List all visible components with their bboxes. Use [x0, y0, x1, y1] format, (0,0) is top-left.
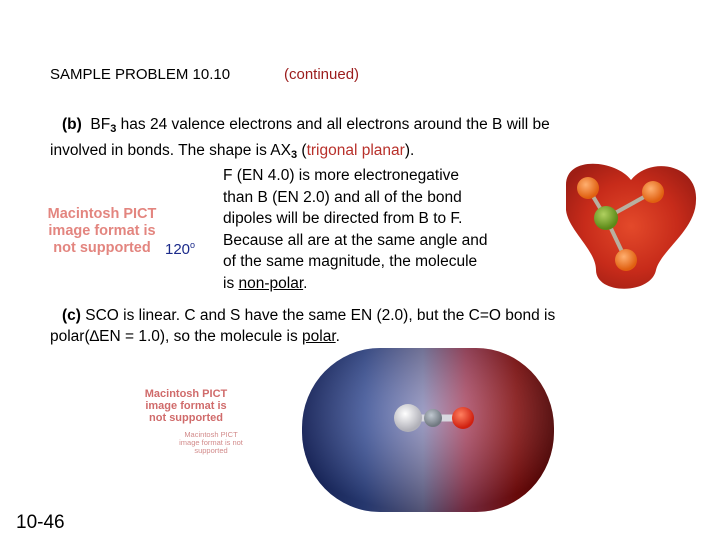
explanation-line: Because all are at the same angle and [223, 231, 488, 249]
explanation-line: than B (EN 2.0) and all of the bond [223, 188, 462, 206]
part-c-text-1: SCO is linear. C and S have the same EN (2.0), but the C=O bond is [80, 307, 556, 324]
explanation-suffix: . [303, 274, 308, 292]
carbon-atom [424, 409, 442, 427]
polar-term: polar [302, 328, 336, 345]
bf3-subscript: 3 [110, 123, 117, 135]
continued-label: (continued) [284, 66, 360, 83]
fluorine-atom [577, 177, 599, 199]
part-c-line-1 [62, 305, 702, 326]
non-polar-term: non-polar [238, 274, 304, 292]
sco-electrostatic-map [300, 346, 556, 514]
part-b-line-1 [62, 114, 682, 140]
fluorine-atom [642, 181, 664, 203]
shape-paren-open: ( [297, 142, 307, 159]
part-c-line-2 [50, 326, 702, 347]
boron-atom [594, 206, 618, 230]
problem-title: SAMPLE PROBLEM 10.10 [50, 66, 231, 83]
part-c-text [50, 305, 702, 347]
angle-value: 120 [165, 241, 191, 258]
delta-symbol: ∆ [89, 328, 100, 345]
ax3-subscript: 3 [290, 149, 298, 161]
explanation-line: F (EN 4.0) is more electronegative [223, 167, 460, 184]
part-b-text-2: involved in bonds. The shape is AX [50, 142, 291, 159]
explanation-line: dipoles will be directed from B to F. [223, 210, 463, 227]
shape-paren-close: ). [404, 142, 415, 159]
bf3-formula: BF [90, 116, 111, 133]
page-number: 10-46 [16, 512, 65, 533]
part-c-suffix: . [335, 328, 340, 345]
angle-degree: o [190, 240, 196, 250]
part-c-prefix: polar( [50, 328, 90, 345]
explanation-prefix: is [223, 274, 239, 292]
sco-surface-shading [302, 348, 554, 512]
part-b-label: (b) [62, 116, 82, 133]
fluorine-atom [615, 249, 637, 271]
oxygen-atom [452, 407, 474, 429]
pict-placeholder-sco-small: Macintosh PICT image format is not supported [179, 430, 243, 455]
explanation-line: of the same magnitude, the molecule [223, 253, 478, 270]
part-b-text-1: has 24 valence electrons and all electrons around the B will be [116, 116, 550, 133]
bf3-explanation [223, 165, 543, 294]
part-c-mid: EN = 1.0), so the molecule is [99, 328, 303, 345]
shape-name: trigonal planar [306, 142, 405, 159]
pict-placeholder-bf3: Macintosh PICT image format is not supported [47, 206, 157, 256]
part-b-text [50, 114, 682, 166]
bond-angle-label [165, 240, 195, 258]
pict-placeholder-sco: Macintosh PICT image format is not supported [144, 388, 228, 424]
bf3-electrostatic-map [556, 160, 700, 292]
part-c-label: (c) [62, 307, 81, 324]
explanation-line [223, 273, 543, 295]
sulfur-atom [394, 404, 422, 432]
